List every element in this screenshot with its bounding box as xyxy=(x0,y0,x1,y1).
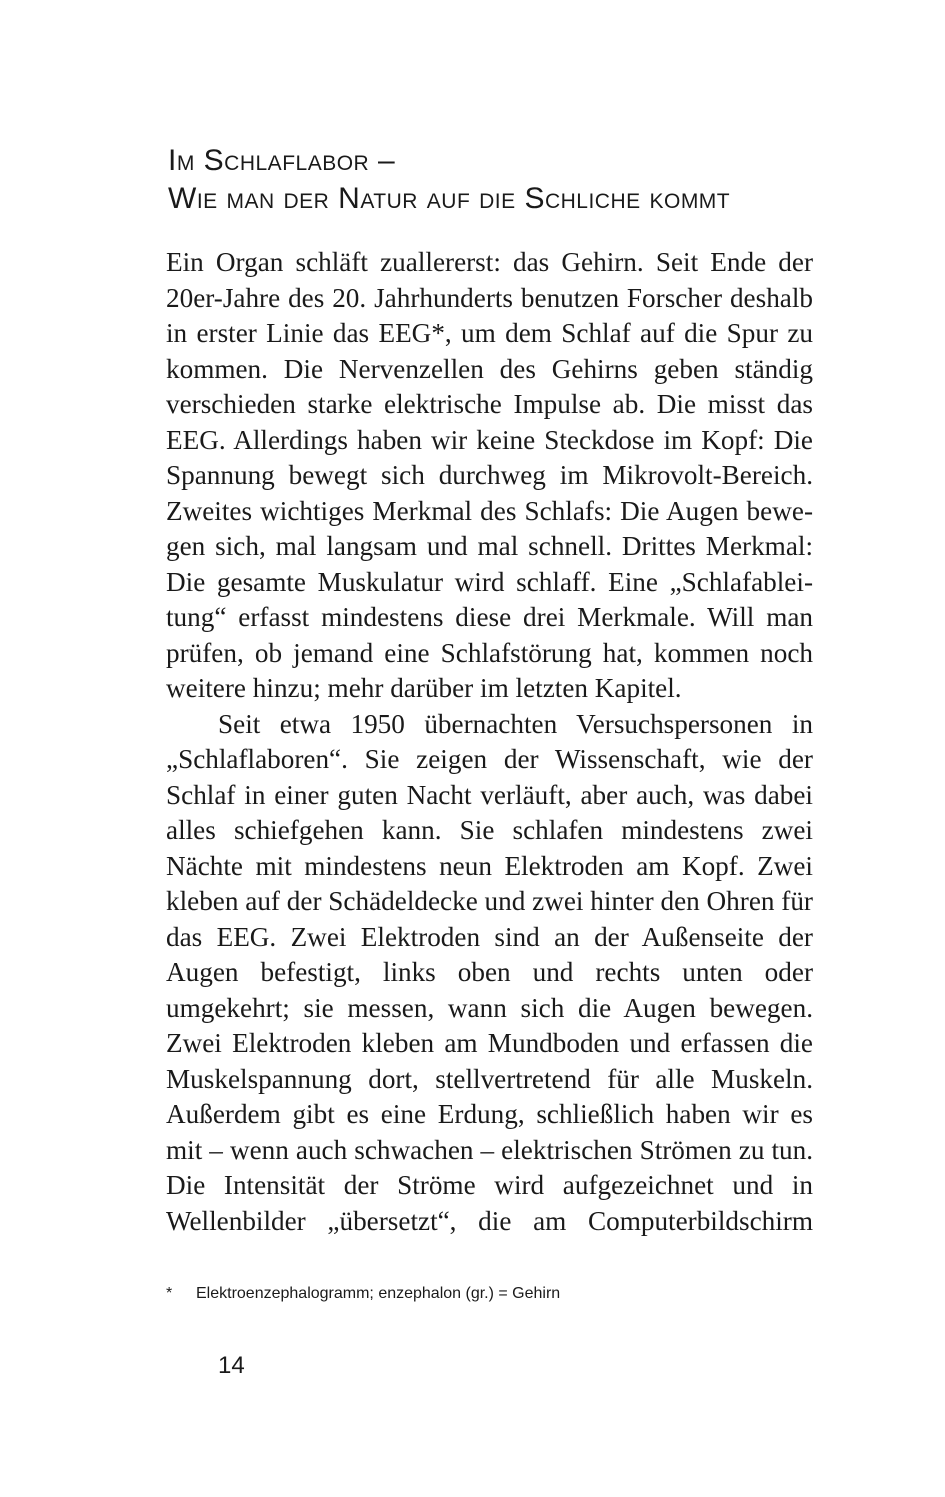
paragraph-2: Seit etwa 1950 übernachten Versuchspersonen in „Schlaflaboren“. Sie zeigen der Wissenschaft, wie der Schlaf in einer guten Nacht verläuft, aber auch, was dabei alles schiefgehen kann. Sie schlafen mindestens zwei Nächte mit mindestens neun Elektroden am Kopf. Zwei kleben auf der Schädeldecke und zwei hinter den Ohren für das EEG. Zwei Elektroden sind an der Außenseite der Augen befestigt, links oben und rechts unten oder umgekehrt; sie messen, wann sich die Augen bewegen. Zwei Elektroden kleben am Mundboden und erfassen die Muskelspannung dort, stellvertretend für alle Muskeln. Außerdem gibt es eine Erdung, schließlich haben wir es mit – wenn auch schwachen – elektrischen Strömen zu tun. Die Intensität der Ströme wird aufgezeichnet und in Wellenbilder „übersetzt“, die am Computerbildschirm xyxy=(166,708,813,1236)
footnote-text: Elektroenzephalogramm; enzephalon (gr.) = Gehirn xyxy=(196,1285,561,1302)
footnote xyxy=(166,1284,813,1304)
chapter-heading-line-1: Im Schlaflabor – xyxy=(168,144,396,177)
footnote-marker: * xyxy=(166,1285,173,1302)
chapter-heading xyxy=(168,142,828,218)
paragraph-1: Ein Organ schläft zuallererst: das Gehirn. Seit Ende der 20er-Jahre des 20. Jahrhunderts benutzen Forscher deshalb in erster Linie das EEG*, um dem Schlaf auf die Spur zu kommen. Die Nervenzellen des Gehirns geben ständig verschieden starke elektrische Impulse ab. Die misst das EEG. Allerdings haben wir keine Steckdose im Kopf: Die Spannung bewegt sich durchweg im Mikrovolt-Bereich. Zweites wichtiges Merkmal des Schlafs: Die Augen bewegen sich, mal langsam und mal schnell. Drittes Merkmal: Die gesamte Muskulatur wird schlaff. Eine „Schlafableitung“ erfasst mindestens diese drei Merkmale. Will man prüfen, ob jemand eine Schlafstörung hat, kommen noch weitere hinzu; mehr darüber im letzten Kapitel. xyxy=(166,247,813,703)
chapter-heading-line-2: Wie man der Natur auf die Schliche kommt xyxy=(168,182,731,215)
page-number: 14 xyxy=(218,1352,245,1379)
body-text xyxy=(166,245,813,1239)
